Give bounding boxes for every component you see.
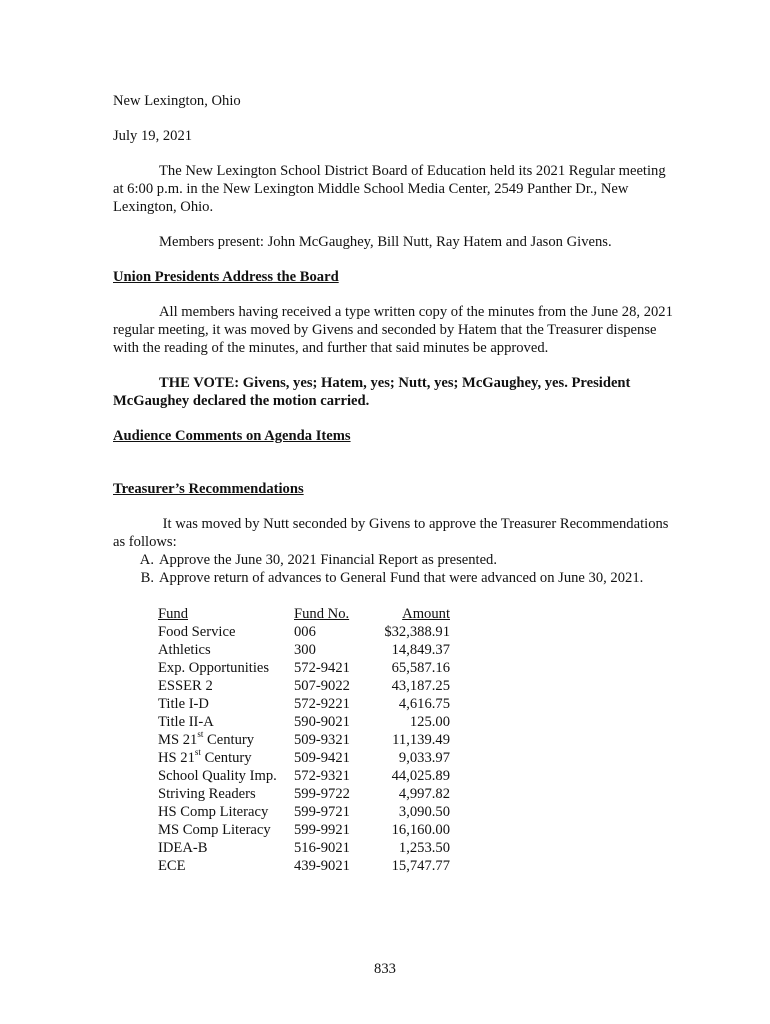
list-item-label: A. (139, 552, 154, 568)
fund-name (158, 641, 294, 659)
fund-number: 516-9021 (294, 840, 350, 856)
fund-name-text: ECE (158, 858, 186, 874)
document-page (113, 92, 693, 875)
fund-name (158, 659, 294, 677)
fund-number: 507-9022 (294, 678, 350, 694)
fund-table-header (158, 605, 450, 623)
fund-number: 572-9221 (294, 696, 350, 712)
fund-name-text: MS 21 (158, 732, 198, 748)
fund-name-text: Athletics (158, 642, 211, 658)
fund-table-body (158, 623, 450, 875)
table-row (158, 677, 450, 695)
treasurer-paragraph (113, 515, 693, 551)
members-present: Members present: John McGaughey, Bill Nutt, Ray Hatem and Jason Givens. (159, 234, 612, 250)
list-item-text: Approve the June 30, 2021 Financial Report as presented. (159, 552, 498, 568)
table-row (158, 749, 450, 767)
audience-heading: Audience Comments on Agenda Items (113, 428, 351, 444)
fund-amount: 4,997.82 (398, 786, 450, 802)
fund-amount: 43,187.25 (391, 678, 450, 694)
fund-amount: 9,033.97 (398, 750, 450, 766)
list-item-label: B. (140, 570, 154, 586)
minutes-line: with the reading of the minutes, and further that said minutes be approved. (113, 340, 549, 356)
fund-amount: 16,160.00 (391, 822, 450, 838)
page-number: 833 (374, 961, 396, 977)
fund-name-text: ESSER 2 (158, 678, 213, 694)
table-row (158, 857, 450, 875)
fund-number: 509-9421 (294, 750, 350, 766)
fund-number: 572-9321 (294, 768, 350, 784)
table-row (158, 767, 450, 785)
minutes-paragraph (113, 303, 693, 357)
table-row (158, 839, 450, 857)
fund-name-text: School Quality Imp. (158, 768, 277, 784)
fund-name-superscript: st (197, 729, 204, 740)
table-row (158, 623, 450, 641)
location: New Lexington, Ohio (113, 93, 241, 109)
fund-name-suffix: Century (203, 732, 255, 748)
intro-line: at 6:00 p.m. in the New Lexington Middle School Media Center, 2549 Panther Dr., New (113, 181, 629, 197)
fund-amount: $32,388.91 (384, 624, 450, 640)
table-row (158, 641, 450, 659)
fund-amount: 125.00 (409, 714, 450, 730)
intro-line: The New Lexington School District Board of Education held its 2021 Regular meeting (159, 163, 666, 179)
vote-line: THE VOTE: Givens, yes; Hatem, yes; Nutt, yes; McGaughey, yes. President (159, 375, 631, 391)
fund-number: 439-9021 (294, 858, 350, 874)
fund-name (158, 713, 294, 731)
fund-name-text: Title I-D (158, 696, 209, 712)
fund-amount: 11,139.49 (392, 732, 450, 748)
fund-name-text: Striving Readers (158, 786, 256, 802)
fund-name (158, 767, 294, 785)
fund-number: 599-9721 (294, 804, 350, 820)
treasurer-heading: Treasurer’s Recommendations (113, 481, 304, 497)
fund-name (158, 749, 294, 767)
union-heading: Union Presidents Address the Board (113, 269, 339, 285)
table-row (158, 785, 450, 803)
fund-number: 006 (294, 624, 316, 640)
recommendations-list (113, 551, 693, 587)
intro-paragraph (113, 162, 693, 216)
fund-name-text: HS Comp Literacy (158, 804, 269, 820)
table-row (158, 803, 450, 821)
table-row (158, 659, 450, 677)
fund-amount: 4,616.75 (398, 696, 450, 712)
header-amount: Amount (402, 606, 450, 622)
fund-amount: 15,747.77 (391, 858, 450, 874)
fund-name (158, 857, 294, 875)
minutes-line: All members having received a type written copy of the minutes from the June 28, 2021 (159, 304, 673, 320)
fund-amount: 1,253.50 (398, 840, 450, 856)
fund-number: 599-9921 (294, 822, 350, 838)
fund-number: 590-9021 (294, 714, 350, 730)
fund-name (158, 803, 294, 821)
fund-name-text: Title II-A (158, 714, 214, 730)
table-row (158, 731, 450, 749)
fund-name-text: Food Service (158, 624, 236, 640)
treasurer-line: It was moved by Nutt seconded by Givens to approve the Treasurer Recommendations (159, 516, 669, 532)
fund-name (158, 785, 294, 803)
fund-name-text: MS Comp Literacy (158, 822, 271, 838)
fund-number: 509-9321 (294, 732, 350, 748)
fund-name-text: IDEA-B (158, 840, 208, 856)
fund-amount: 44,025.89 (391, 768, 450, 784)
vote-line: McGaughey declared the motion carried. (113, 393, 370, 409)
fund-number: 599-9722 (294, 786, 350, 802)
fund-name (158, 839, 294, 857)
fund-name-text: Exp. Opportunities (158, 660, 270, 676)
fund-table (158, 605, 450, 875)
header-fund: Fund (158, 606, 189, 622)
fund-amount: 14,849.37 (391, 642, 450, 658)
header-fund-no: Fund No. (294, 606, 350, 622)
fund-number: 572-9421 (294, 660, 350, 676)
table-row (158, 695, 450, 713)
fund-name-suffix: Century (200, 750, 252, 766)
fund-number: 300 (294, 642, 316, 658)
fund-name (158, 821, 294, 839)
list-item (113, 569, 693, 587)
fund-name (158, 623, 294, 641)
fund-amount: 3,090.50 (398, 804, 450, 820)
fund-amount: 65,587.16 (391, 660, 450, 676)
fund-name-superscript: st (194, 747, 201, 758)
fund-name (158, 695, 294, 713)
list-item (113, 551, 693, 569)
fund-name (158, 731, 294, 749)
vote-paragraph (113, 374, 693, 410)
intro-line: Lexington, Ohio. (113, 199, 214, 215)
minutes-line: regular meeting, it was moved by Givens and seconded by Hatem that the Treasurer dispense (113, 322, 657, 338)
list-item-text: Approve return of advances to General Fund that were advanced on June 30, 2021. (159, 570, 644, 586)
fund-name (158, 677, 294, 695)
table-row (158, 821, 450, 839)
treasurer-line: as follows: (113, 534, 177, 550)
meeting-date: July 19, 2021 (113, 128, 193, 144)
fund-name-text: HS 21 (158, 750, 195, 766)
